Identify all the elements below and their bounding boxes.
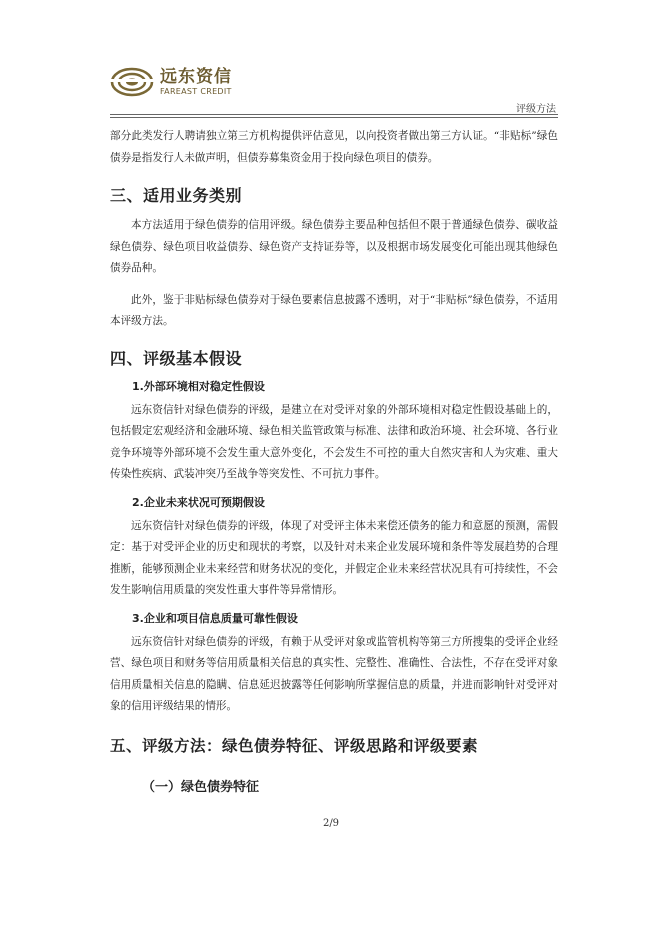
page-content: [110, 126, 558, 795]
assumption-2-heading: 2.企业未来状况可预期假设: [132, 495, 265, 509]
fareast-swirl-icon: [110, 66, 156, 98]
assumption-3-text: 远东资信针对绿色债券的评级，有赖于从受评对象或监管机构等第三方所搜集的受评企业经营、绿色项目和财务等信用质量相关信息的真实性、完整性、准确性、合法性，不存在受评对象信用质量相关信息的隐瞒、信息延迟披露等任何影响所掌握信息的质量，并进而影响针对受评对象的信用评级结果的情形。: [110, 635, 558, 712]
section-5-title: 五、评级方法：绿色债券特征、评级思路和评级要素: [110, 736, 479, 755]
assumption-1-heading: 1.外部环境相对稳定性假设: [132, 379, 265, 393]
section-4-title: 四、评级基本假设: [110, 348, 243, 368]
section-3-title: 三、适用业务类别: [110, 186, 243, 205]
brand-name-cn: 远东资信: [160, 66, 232, 87]
document-type-label: 评级方法: [516, 104, 556, 115]
assumption-3-heading: 3.企业和项目信息质量可靠性假设: [132, 611, 298, 625]
section-5-subtitle: （一）绿色债券特征: [142, 779, 260, 795]
brand-logo: [110, 66, 232, 98]
assumption-2-text: 远东资信针对绿色债券的评级，体现了对受评主体未来偿还债务的能力和意愿的预测，需假定：基于对受评企业的历史和现状的考察，以及针对未来企业发展环境和条件等发展趋势的合理推断，能够预测企业未来经营和财务状况的变化，并假定企业未来经营状况具有可持续性，不会发生影响信用质量的突发性重大事件等异常情形。: [110, 519, 558, 596]
assumption-1-text: 远东资信针对绿色债券的评级，是建立在对受评对象的外部环境相对稳定性假设基础上的，包括假定宏观经济和金融环境、绿色相关监管政策与标准、法律和政治环境、社会环境、各行业竞争环境等外部环境不会发生重大意外变化，不会发生不可控的重大自然灾害和人为灾难、重大传染性疾病、武装冲突乃至战争等突发性、不可抗力事件。: [110, 403, 558, 480]
intro-paragraph: 部分此类发行人聘请独立第三方机构提供评估意见，以向投资者做出第三方认证。“非贴标”绿色债券是指发行人未做声明，但债券募集资金用于投向绿色项目的债券。: [110, 130, 558, 164]
section-3-paragraph-1: 本方法适用于绿色债券的信用评级。绿色债券主要品种包括但不限于普通绿色债券、碳收益绿色债券、绿色项目收益债券、绿色资产支持证券等，以及根据市场发展变化可能出现其他绿色债券品种。: [110, 219, 558, 274]
section-3-paragraph-2: 此外，鉴于非贴标绿色债券对于绿色要素信息披露不透明，对于“非贴标”绿色债券，不适用本评级方法。: [110, 293, 558, 327]
brand-name-en: FAREAST CREDIT: [160, 86, 232, 96]
header-divider: [110, 114, 558, 118]
page-number: 2/9: [322, 818, 340, 829]
